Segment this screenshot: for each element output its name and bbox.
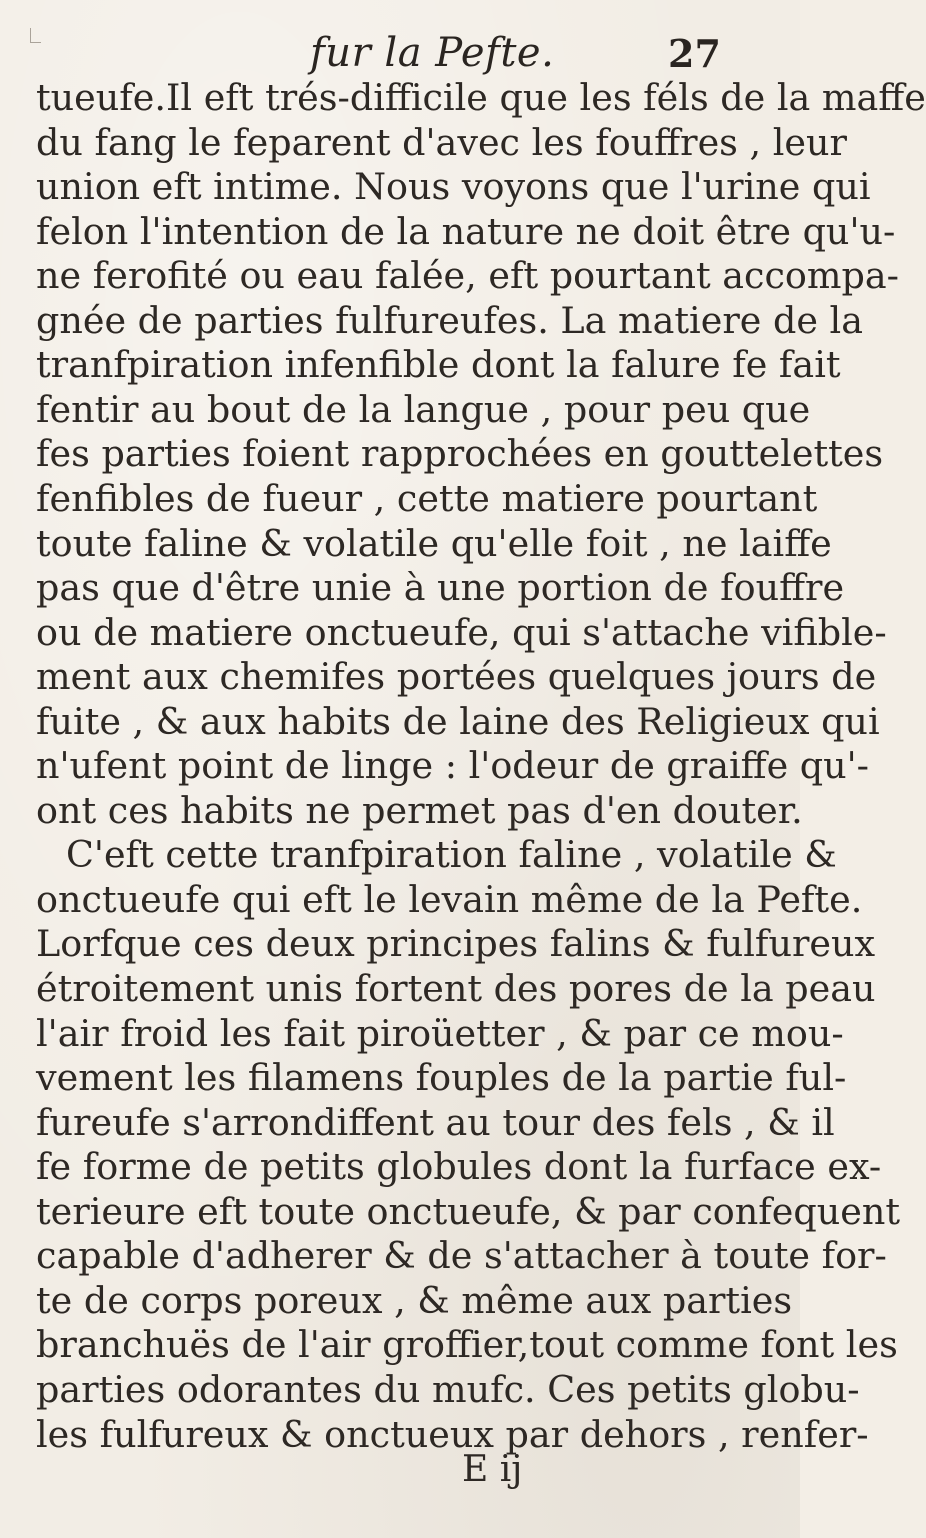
text-line: union eft intime. Nous voyons que l'urine qui <box>36 165 871 209</box>
text-line: parties odorantes du mufc. Ces petits globu- <box>36 1367 860 1411</box>
page-number: 27 <box>668 31 721 76</box>
text-line: pas que d'être unie à une portion de fouffre <box>36 566 845 610</box>
text-line: te de corps poreux , & même aux parties <box>36 1278 793 1322</box>
text-line: ou de matiere onctueufe, qui s'attache vifible- <box>36 610 887 654</box>
text-line: du fang le feparent d'avec les fouffres , leur <box>36 120 847 164</box>
text-line: n'ufent point de linge : l'odeur de graiffe qu'- <box>36 744 870 788</box>
text-line: vement les filamens fouples de la partie ful- <box>36 1056 847 1100</box>
text-line: ment aux chemifes portées quelques jours de <box>36 655 877 699</box>
text-line: branchuës de l'air groffier,tout comme font les <box>36 1323 898 1367</box>
text-line: tranfpiration infenfible dont la falure fe fait <box>36 343 841 387</box>
text-line: fentir au bout de la langue , pour peu que <box>36 387 811 431</box>
text-line: étroitement unis fortent des pores de la peau <box>36 967 876 1010</box>
text-line: l'air froid les fait piroüetter , & par ce mou- <box>36 1011 844 1055</box>
text-line: felon l'intention de la nature ne doit être qu'u- <box>36 209 896 253</box>
text-line: tueufe.Il eft trés-difficile que les féls de la maffe <box>36 76 926 119</box>
text-line: Lorfque ces deux principes falins & fulfureux <box>36 922 876 966</box>
text-line: fes parties foient rapprochées en gouttelettes <box>36 432 884 476</box>
text-line: ont ces habits ne permet pas d'en douter. <box>36 788 803 832</box>
text-line: C'eft cette tranfpiration faline , volatile & <box>66 833 837 877</box>
text-line: capable d'adherer & de s'attacher à toute for- <box>36 1234 887 1278</box>
text-line: gnée de parties fulfureufes. La matiere de la <box>36 298 863 342</box>
text-line: toute faline & volatile qu'elle foit , ne laiffe <box>36 521 832 565</box>
text-line: ne ferofité ou eau falée, eft pourtant accompa- <box>36 254 899 298</box>
running-title: fur la Pefte. <box>310 30 555 76</box>
text-line: fe forme de petits globules dont la furface ex- <box>36 1145 882 1189</box>
text-line: onctueufe qui eft le levain même de la Pefte. <box>36 877 863 921</box>
text-line: les fulfureux & onctueux par dehors , renfer- <box>36 1412 869 1456</box>
text-line: fuite , & aux habits de laine des Religieux qui <box>36 699 880 743</box>
signature-mark: E ij <box>462 1449 523 1490</box>
text-line: terieure eft toute onctueufe, & par confequent <box>36 1189 901 1233</box>
text-line: fureufe s'arrondiffent au tour des fels , & il <box>36 1100 835 1144</box>
text-line: fenfibles de fueur , cette matiere pourtant <box>36 476 818 520</box>
